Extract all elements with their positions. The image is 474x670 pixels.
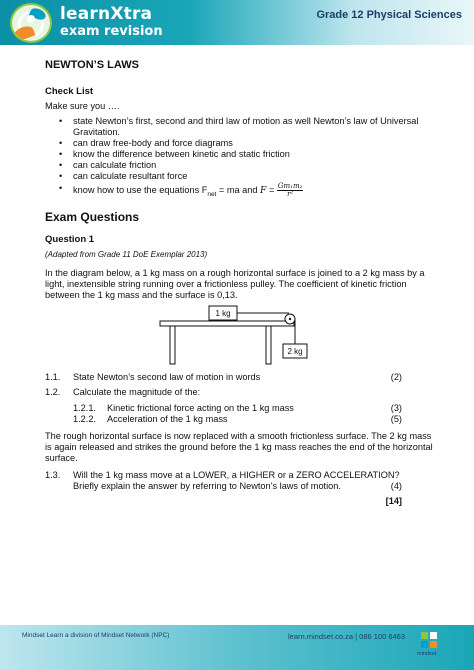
page-header [0,0,474,45]
exam-questions-heading: Exam Questions [45,209,140,224]
question-total: [14] [385,495,402,506]
subject-title: Grade 12 Physical Sciences [316,9,462,21]
mass-2kg-label: 2 kg [287,346,303,356]
question-1-3-marks: (4) [390,480,402,491]
footer-organisation: Mindset Learn a division of Mindset Network (NPC) [22,632,170,639]
pulley-diagram [45,304,440,366]
question-1-2-1: 1.2.1. Kinetic frictional force acting on the 1 kg mass (3) [73,402,402,413]
list-item-equations: • know how to use the equations $F_{net}$ = ma and F = $\frac{\text{Gm₁m₂}}{\text{r²}}$ [59,182,303,198]
question-1-2: 1.2. Calculate the magnitude of the: [45,386,201,397]
learnxtra-logo-icon [10,3,52,43]
mindset-logo-text: mindset [417,651,437,657]
mass-1kg-label: 1 kg [215,308,231,318]
smooth-surface-paragraph: The rough horizontal surface is now replaced with a smooth frictionless surface. The 2 kg mass is again released and strikes the ground before the 1 kg mass reaches the end of the horizontal surface. [45,430,433,463]
brand-name: learnXtra [60,4,153,24]
brand-tagline: exam revision [60,24,163,39]
gravitation-fraction: $\frac{\text{Gm₁m₂}}{\text{r²}}$ [277,182,303,198]
checklist-heading: Check List [45,86,94,97]
footer-contact: learn.mindset.co.za | 086 100 6463 [288,632,406,641]
list-item: • can draw free-body and force diagrams [59,138,233,148]
question-1-2-2: 1.2.2. Acceleration of the 1 kg mass (5) [73,413,402,424]
question-1-1: 1.1. State Newton’s second law of motion in words (2) [45,371,402,382]
page-title: NEWTON’S LAWS [45,59,139,71]
list-item: • state Newton’s first, second and third law of motion as well Newton’s law of Universal Gravitation. [59,116,419,137]
mindset-logo-icon [421,632,437,648]
question-heading: Question 1 [45,233,95,245]
checklist [45,116,440,200]
make-sure-text: Make sure you …. [45,101,120,111]
list-item: • can calculate resultant force [59,171,188,181]
source-note: (Adapted from Grade 11 DoE Exemplar 2013) [45,249,208,259]
page-footer [0,625,474,670]
question-1-3: 1.3. Will the 1 kg mass move at a LOWER, a HIGHER or a ZERO ACCELERATION? Briefly explain the answer by referring to Newton’s laws of motion. [45,469,400,491]
list-item: • know the difference between kinetic and static friction [59,149,290,159]
list-item: • can calculate friction [59,160,157,170]
document-body [45,52,440,510]
question-intro: In the diagram below, a 1 kg mass on a rough horizontal surface is joined to a 2 kg mass by a light, inextensible string running over a frictionless pulley. The coefficient of kinetic friction between the 1 kg mass and the surface is 0,13. [45,267,425,300]
